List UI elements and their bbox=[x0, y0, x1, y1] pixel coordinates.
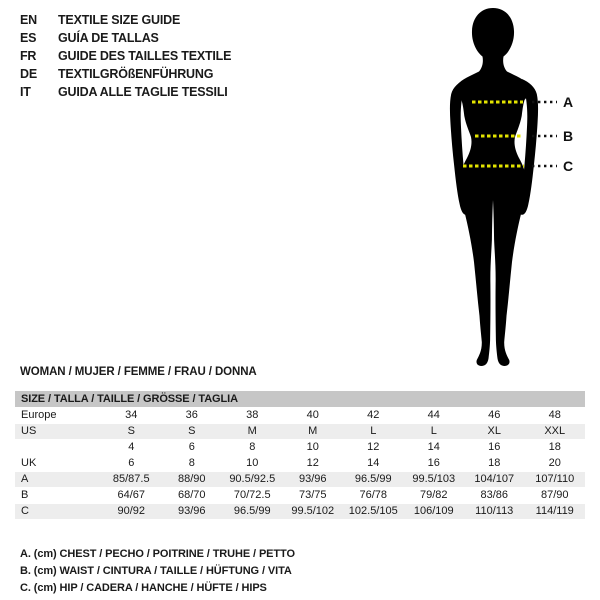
size-table-row-A bbox=[15, 472, 585, 488]
size-cell: 10 bbox=[246, 457, 259, 469]
row-label: B bbox=[21, 489, 29, 501]
size-cell: 40 bbox=[306, 409, 319, 421]
size-cell: S bbox=[188, 425, 196, 437]
language-title-block bbox=[20, 11, 231, 101]
woman-silhouette bbox=[456, 8, 529, 366]
size-cell: 102.5/105 bbox=[348, 505, 398, 517]
size-cell: 93/96 bbox=[298, 473, 327, 485]
size-cell: 12 bbox=[306, 457, 319, 469]
size-cell: 90/92 bbox=[117, 505, 146, 517]
size-cell: 38 bbox=[246, 409, 259, 421]
row-label: Europe bbox=[21, 409, 57, 421]
lang-code: DE bbox=[20, 67, 37, 81]
size-cell: 114/119 bbox=[535, 505, 574, 517]
size-table-row-B bbox=[15, 488, 585, 504]
size-table-header: SIZE / TALLA / TAILLE / GRÖSSE / TAGLIA bbox=[15, 391, 585, 408]
lang-title: TEXTILE SIZE GUIDE bbox=[58, 13, 181, 27]
size-cell: XL bbox=[487, 425, 501, 437]
size-cell: S bbox=[127, 425, 135, 437]
size-cell: 93/96 bbox=[177, 505, 206, 517]
gender-line: WOMAN / MUJER / FEMME / FRAU / DONNA bbox=[20, 366, 257, 378]
size-cell: 90.5/92.5 bbox=[229, 473, 276, 485]
size-cell: 16 bbox=[488, 441, 501, 453]
size-cell: 96.5/99 bbox=[233, 505, 271, 517]
row-label: A bbox=[21, 473, 29, 485]
size-cell: 8 bbox=[188, 457, 195, 469]
legend-hip: C. (cm) HIP / CADERA / HANCHE / HÜFTE / HIPS bbox=[20, 582, 267, 594]
chest-letter: A bbox=[563, 94, 574, 110]
size-cell: M bbox=[247, 425, 257, 437]
size-cell: 16 bbox=[427, 457, 440, 469]
size-cell: 14 bbox=[367, 457, 380, 469]
size-cell: 104/107 bbox=[474, 473, 515, 485]
row-label: UK bbox=[21, 457, 37, 469]
size-cell: 34 bbox=[125, 409, 138, 421]
size-cell: 6 bbox=[188, 441, 195, 453]
size-cell: 106/109 bbox=[413, 505, 454, 517]
legend-chest: A. (cm) CHEST / PECHO / POITRINE / TRUHE / PETTO bbox=[20, 548, 295, 560]
lang-code: ES bbox=[20, 31, 37, 45]
lang-row-it bbox=[20, 83, 231, 101]
size-cell: 76/78 bbox=[359, 489, 388, 501]
hip-letter: C bbox=[563, 158, 574, 174]
size-cell: 44 bbox=[427, 409, 440, 421]
lang-title: TEXTILGRÖßENFÜHRUNG bbox=[58, 67, 214, 81]
size-cell: 36 bbox=[185, 409, 198, 421]
size-cell: 42 bbox=[367, 409, 380, 421]
size-cell: 4 bbox=[128, 441, 135, 453]
size-cell: L bbox=[370, 425, 377, 437]
size-cell: 10 bbox=[306, 441, 319, 453]
size-cell: 6 bbox=[128, 457, 135, 469]
size-cell: 12 bbox=[367, 441, 380, 453]
size-cell: 14 bbox=[427, 441, 440, 453]
body-measurement-figure bbox=[423, 4, 598, 368]
waist-letter: B bbox=[563, 128, 574, 144]
size-cell: 64/67 bbox=[117, 489, 146, 501]
size-cell: 70/72.5 bbox=[233, 489, 271, 501]
size-table-row-UK bbox=[15, 456, 585, 472]
row-label: US bbox=[21, 425, 37, 437]
size-cell: 20 bbox=[548, 457, 561, 469]
row-label: C bbox=[21, 505, 29, 517]
size-cell: 48 bbox=[548, 409, 561, 421]
size-cell: L bbox=[430, 425, 437, 437]
lang-code: FR bbox=[20, 49, 37, 63]
size-cell: 18 bbox=[488, 457, 501, 469]
size-cell: 73/75 bbox=[298, 489, 327, 501]
size-cell: 79/82 bbox=[419, 489, 448, 501]
legend-waist: B. (cm) WAIST / CINTURA / TAILLE / HÜFTUNG / VITA bbox=[20, 565, 292, 577]
lang-row-fr bbox=[20, 47, 231, 65]
lang-row-es bbox=[20, 29, 231, 47]
measurement-legend bbox=[20, 546, 295, 597]
size-cell: 18 bbox=[548, 441, 561, 453]
size-cell: 68/70 bbox=[177, 489, 206, 501]
lang-title: GUIDE DES TAILLES TEXTILE bbox=[58, 49, 232, 63]
size-table-row-sizes bbox=[15, 440, 585, 456]
size-table-row-Europe bbox=[15, 408, 585, 424]
size-table-row-US bbox=[15, 424, 585, 440]
size-cell: 96.5/99 bbox=[354, 473, 392, 485]
size-table-row-C bbox=[15, 504, 585, 520]
size-cell: 8 bbox=[249, 441, 256, 453]
size-cell: 110/113 bbox=[475, 505, 514, 517]
size-cell: M bbox=[308, 425, 318, 437]
size-cell: 46 bbox=[488, 409, 501, 421]
size-cell: 107/110 bbox=[535, 473, 575, 485]
lang-code: IT bbox=[20, 85, 31, 99]
lang-title: GUÍA DE TALLAS bbox=[58, 31, 159, 45]
size-cell: 85/87.5 bbox=[112, 473, 150, 485]
lang-row-en bbox=[20, 11, 231, 29]
lang-title: GUIDA ALLE TAGLIE TESSILI bbox=[58, 85, 228, 99]
lang-code: EN bbox=[20, 13, 37, 27]
size-cell: XXL bbox=[544, 425, 566, 437]
size-cell: 99.5/103 bbox=[412, 473, 456, 485]
size-cell: 88/90 bbox=[177, 473, 206, 485]
size-cell: 83/86 bbox=[480, 489, 509, 501]
size-table-body bbox=[15, 408, 585, 520]
size-cell: 87/90 bbox=[540, 489, 569, 501]
lang-row-de bbox=[20, 65, 231, 83]
row-label bbox=[15, 440, 101, 455]
size-table bbox=[15, 391, 585, 520]
size-cell: 99.5/102 bbox=[291, 505, 335, 517]
